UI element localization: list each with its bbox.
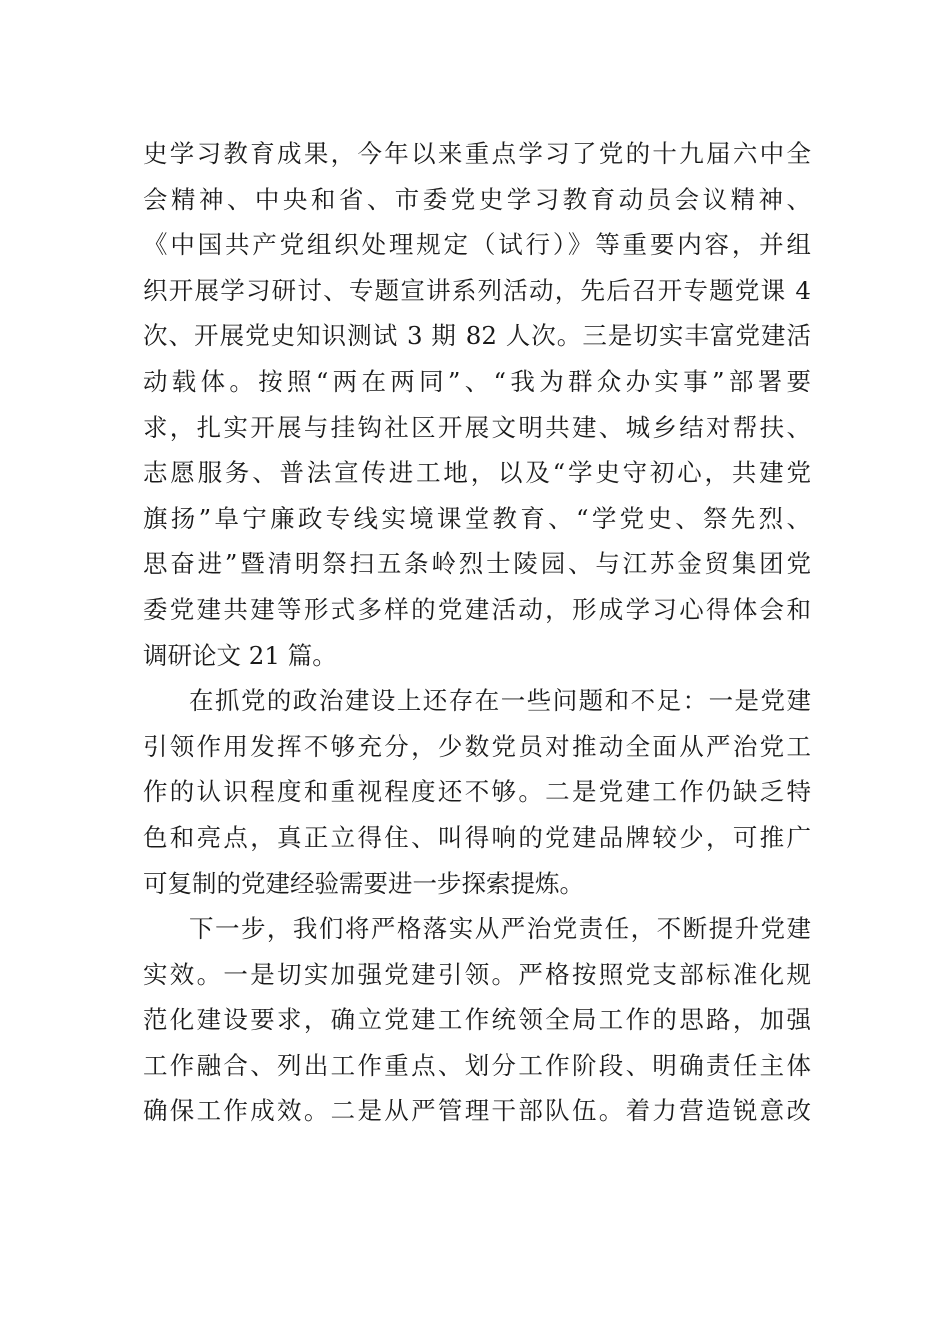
text-line: 委党建共建等形式多样的党建活动，形成学习心得体会和	[143, 594, 811, 624]
text-line: 史学习教育成果，今年以来重点学习了党的十九届六中全	[143, 139, 811, 168]
text-line: 作的认识程度和重视程度还不够。二是党建工作仍缺乏特	[143, 777, 811, 807]
text-line: 会精神、中央和省、市委党史学习教育动员会议精神、	[143, 184, 811, 214]
document-body	[143, 131, 811, 1134]
text-line: 调研论文 21 篇。	[143, 640, 337, 670]
text-line: 下一步，我们将严格落实从严治党责任，不断提升党建	[189, 914, 811, 944]
text-line: 确保工作成效。二是从严管理干部队伍。着力营造锐意改	[143, 1096, 811, 1126]
text-line: 动载体。按照“两在两同”、“我为群众办实事”部署要	[143, 366, 811, 396]
text-line: 实效。一是切实加强党建引领。严格按照党支部标准化规	[143, 959, 811, 989]
text-line: 次、开展党史知识测试 3 期 82 人次。三是切实丰富党建活	[143, 321, 811, 351]
text-line: 求，扎实开展与挂钩社区开展文明共建、城乡结对帮扶、	[143, 412, 811, 442]
paragraph	[143, 678, 811, 906]
text-line: 引领作用发挥不够充分，少数党员对推动全面从严治党工	[143, 731, 811, 761]
text-line: 工作融合、列出工作重点、划分工作阶段、明确责任主体	[143, 1050, 811, 1080]
text-line: 织开展学习研讨、专题宣讲系列活动，先后召开专题党课 4	[143, 275, 811, 305]
text-line: 范化建设要求，确立党建工作统领全局工作的思路，加强	[143, 1005, 811, 1035]
paragraph	[143, 906, 811, 1134]
text-line: 旗扬”阜宁廉政专线实境课堂教育、“学党史、祭先烈、	[143, 503, 811, 533]
text-line: 思奋进”暨清明祭扫五条岭烈士陵园、与江苏金贸集团党	[143, 549, 811, 579]
text-line: 志愿服务、普法宣传进工地，以及“学史守初心，共建党	[143, 458, 811, 488]
text-line: 在抓党的政治建设上还存在一些问题和不足：一是党建	[189, 686, 811, 716]
text-line: 可复制的党建经验需要进一步探索提炼。	[143, 868, 584, 898]
text-line: 色和亮点，真正立得住、叫得响的党建品牌较少，可推广	[143, 822, 811, 852]
text-line: 《中国共产党组织处理规定（试行）》等重要内容，并组	[143, 230, 811, 260]
paragraph	[143, 131, 811, 678]
